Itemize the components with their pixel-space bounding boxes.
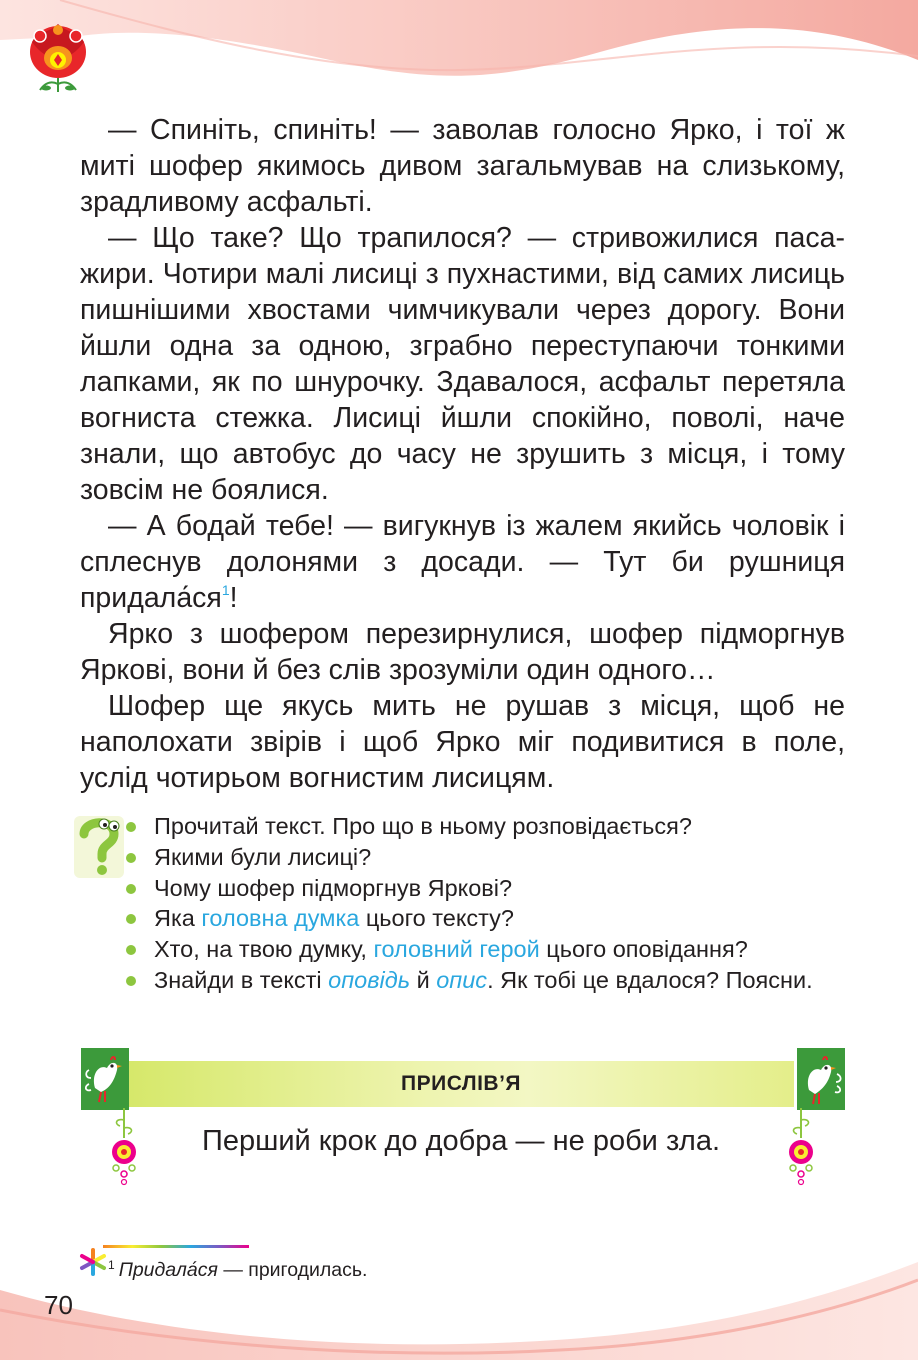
proverb-heading-band bbox=[128, 1061, 794, 1107]
story-paragraph: — Що таке? Що трапилося? — стривожилися пасажири. Чотири малі лисиці з пухнастими, від самих лисиць пишнішими хвостами чимчикували через дорогу. Вони йшли одна за одною, зграбно переступаючи тонкими лапками, як по шнурочку. Здавалося, асфальт перетяла вогниста стежка. Лисиці йшли спокійно, поволі, наче знали, що автобус до часу не зрушить з місця, і тому зовсім не боялися. bbox=[80, 222, 845, 506]
question-item bbox=[124, 873, 845, 904]
color-star-icon bbox=[78, 1248, 108, 1276]
question-item bbox=[124, 965, 845, 996]
question-mark-character-icon bbox=[74, 812, 124, 878]
folk-bird-icon bbox=[797, 1048, 845, 1110]
footnote-number: 1 bbox=[108, 1258, 115, 1272]
question-item bbox=[124, 842, 845, 873]
bullet-icon bbox=[126, 884, 136, 894]
highlight-term: головна думка bbox=[201, 905, 360, 932]
story-paragraph: — Спиніть, спиніть! — заволав голосно Ярко, і тої ж миті шофер якимось дивом загальмував на слизькому, зрадливому асфальті. bbox=[80, 114, 845, 218]
bullet-icon bbox=[126, 822, 136, 832]
folk-bird-icon bbox=[81, 1048, 129, 1110]
question-text: цього оповідання? bbox=[539, 936, 748, 963]
story-paragraph: Ярко з шофером перезирнулися, шофер підморгнув Яркові, вони й без слів зрозуміли один одного… bbox=[80, 618, 845, 686]
question-text: Якими були лисиці? bbox=[154, 843, 372, 870]
story-text bbox=[80, 112, 845, 796]
highlight-term: головний герой bbox=[373, 936, 540, 963]
question-text: Прочитай текст. Про що в ньому розповідається? bbox=[154, 813, 692, 839]
story-text-span: — А бодай тебе! — вигукнув із жалем якийсь чоловік і сплеснув долонями з досади. — Тут би рушниця придала́ся bbox=[80, 510, 845, 614]
question-text: Яка bbox=[154, 905, 202, 932]
question-item bbox=[124, 811, 845, 842]
proverb-text: Перший крок до добра — не роби зла. bbox=[201, 1125, 721, 1157]
story-paragraph bbox=[80, 508, 845, 616]
question-text: Чому шофер підморгнув Яркові? bbox=[154, 874, 513, 901]
footnote-definition: — пригодилась. bbox=[217, 1259, 368, 1281]
footnote bbox=[108, 1257, 367, 1283]
footnote-term: Придала́ся bbox=[118, 1259, 218, 1281]
bullet-icon bbox=[126, 945, 136, 955]
question-text: й bbox=[410, 966, 437, 993]
bullet-icon bbox=[126, 976, 136, 986]
bullet-icon bbox=[126, 914, 136, 924]
question-text: Хто, на твою думку, bbox=[154, 936, 374, 963]
story-text-span: ! bbox=[229, 582, 238, 614]
highlight-term: оповідь bbox=[328, 966, 411, 993]
question-item bbox=[124, 903, 845, 934]
footnote-ref[interactable]: 1 bbox=[221, 582, 230, 598]
questions-list bbox=[124, 811, 845, 996]
bullet-icon bbox=[126, 853, 136, 863]
proverb-heading: ПРИСЛІВ’Я bbox=[401, 1072, 521, 1095]
page-number: 70 bbox=[44, 1290, 73, 1320]
question-text: . Як тобі це вдалося? Поясни. bbox=[487, 966, 813, 993]
highlight-term: опис bbox=[436, 966, 488, 993]
question-text: цього тексту? bbox=[359, 905, 514, 932]
folk-flower-icon bbox=[26, 20, 90, 100]
question-text: Знайди в тексті bbox=[154, 966, 329, 993]
footnote-divider bbox=[103, 1245, 249, 1248]
story-paragraph: Шофер ще якусь мить не рушав з місця, щоб не наполохати звірів і щоб Ярко міг подивитися в поле, услід чотирьом вогнистим лисицям. bbox=[80, 690, 845, 794]
question-item bbox=[124, 934, 845, 965]
